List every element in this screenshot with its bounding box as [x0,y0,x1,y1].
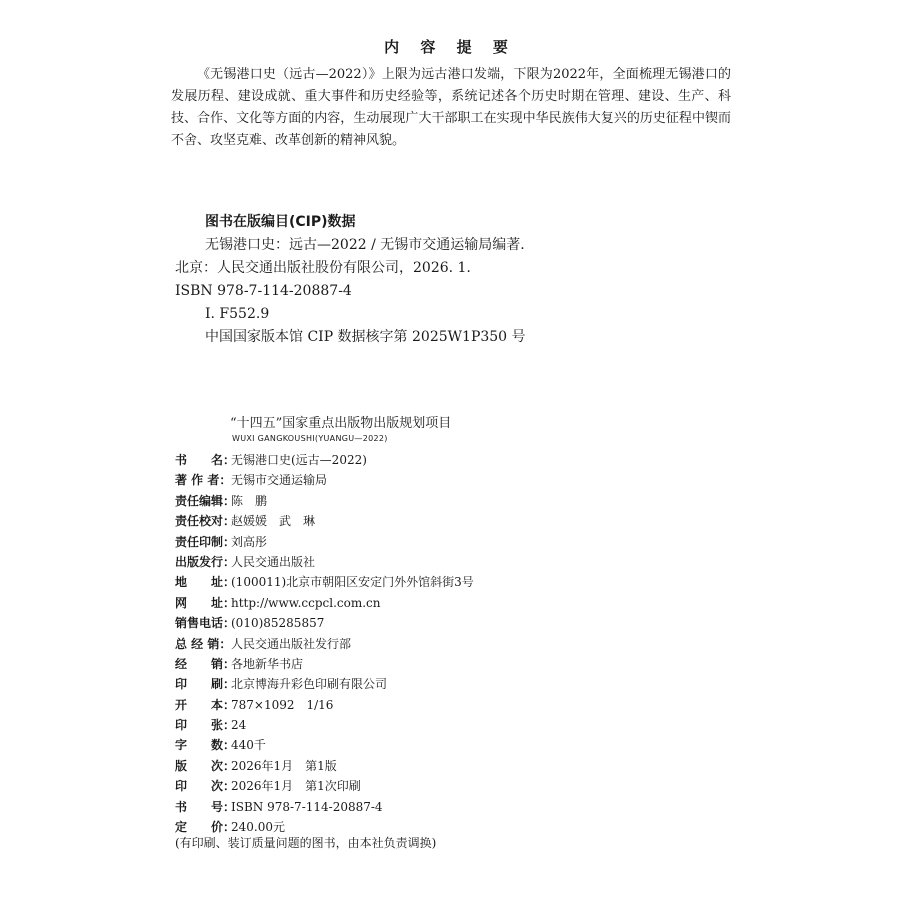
info-row [175,674,775,694]
info-row [175,715,775,735]
info-value: (010)85285857 [231,616,325,631]
info-value: 无锡市交通运输局 [231,473,328,488]
cip-block [175,210,775,349]
info-row [175,450,775,470]
info-label: 印 张： [175,718,236,733]
summary-heading: 内 容 提 要 [384,38,516,56]
cip-line-classification: Ⅰ. F552.9 [205,306,270,322]
info-row [175,532,775,552]
info-label: 责任印制： [175,534,236,549]
cip-line-title: 无锡港口史：远古—2022 / 无锡市交通运输局编著. [205,237,525,253]
info-label: 经 销： [175,656,236,671]
info-label: 地 址： [175,575,236,590]
info-value: 陈 鹏 [231,493,268,508]
info-label: 书 号： [175,799,236,814]
info-label: 责任编辑： [175,493,236,508]
info-row [175,735,775,755]
info-value: 赵媛媛 武 琳 [231,514,316,529]
info-value: 人民交通出版社发行部 [231,636,352,651]
info-value: 2026年1月 第1次印刷 [231,779,361,794]
info-row [175,756,775,776]
info-label: 销售电话： [175,616,236,631]
info-row [175,654,775,674]
info-label: 版 次： [175,758,236,773]
info-row [175,695,775,715]
info-value: 北京博海升彩色印刷有限公司 [231,677,388,692]
cip-title: 图书在版编目(CIP)数据 [205,214,356,230]
info-label: 总 经 销： [175,636,232,651]
publication-info [175,450,775,837]
info-row [175,797,775,817]
info-value: (100011)北京市朝阳区安定门外外馆斜街3号 [231,575,474,590]
info-value: 440千 [231,738,266,753]
cip-line-record-number: 中国国家版本馆 CIP 数据核字第 2025W1P350 号 [205,329,526,345]
info-row [175,552,775,572]
info-row [175,776,775,796]
summary-text: 《无锡港口史（远古—2022）》上限为远古港口发端，下限为2022年，全面梳理无锡港口的发展历程、建设成就、重大事件和历史经验等，系统记述各个历史时期在管理、建设、生产、科技、合作、文化等方面的内容，生动展现广大干部职工在实现中华民族伟大复兴的历史征程中锲而不舍、攻坚克难、改革创新的精神风貌。 [171,67,731,148]
info-label: 定 价： [175,820,236,835]
info-label: 责任校对： [175,514,236,529]
info-value: ISBN 978-7-114-20887-4 [231,799,383,814]
info-label: 字 数： [175,738,236,753]
info-value: 无锡港口史(远古—2022) [231,453,367,467]
info-value: 2026年1月 第1版 [231,758,337,773]
info-row [175,470,775,490]
info-value: 240.00元 [231,820,285,835]
info-value: 24 [231,718,247,733]
info-label: 开 本： [175,697,236,712]
info-label: 印 次： [175,779,236,794]
info-label: 著 作 者： [175,473,232,488]
cip-line-isbn: ISBN 978-7-114-20887-4 [175,283,352,299]
cip-line-publisher: 北京：人民交通出版社股份有限公司，2026. 1. [175,260,471,276]
info-row [175,613,775,633]
info-label: 印 刷： [175,677,236,692]
info-label: 出版发行： [175,554,236,569]
pinyin-title: WUXI GANGKOUSHI(YUANGU—2022) [232,434,388,443]
info-row [175,593,775,613]
info-value: 人民交通出版社 [231,554,316,569]
quality-notice: (有印刷、装订质量问题的图书，由本社负责调换) [175,836,437,850]
info-row [175,634,775,654]
project-label: “十四五”国家重点出版物出版规划项目 [230,416,452,431]
info-row [175,491,775,511]
info-row [175,572,775,592]
info-label: 书 名： [175,453,236,467]
info-value: 787×1092 1/16 [231,697,334,712]
info-label: 网 址： [175,595,236,610]
info-row [175,511,775,531]
info-value: http://www.ccpcl.com.cn [231,595,381,610]
info-value: 刘高彤 [231,534,268,549]
info-value: 各地新华书店 [231,656,304,671]
